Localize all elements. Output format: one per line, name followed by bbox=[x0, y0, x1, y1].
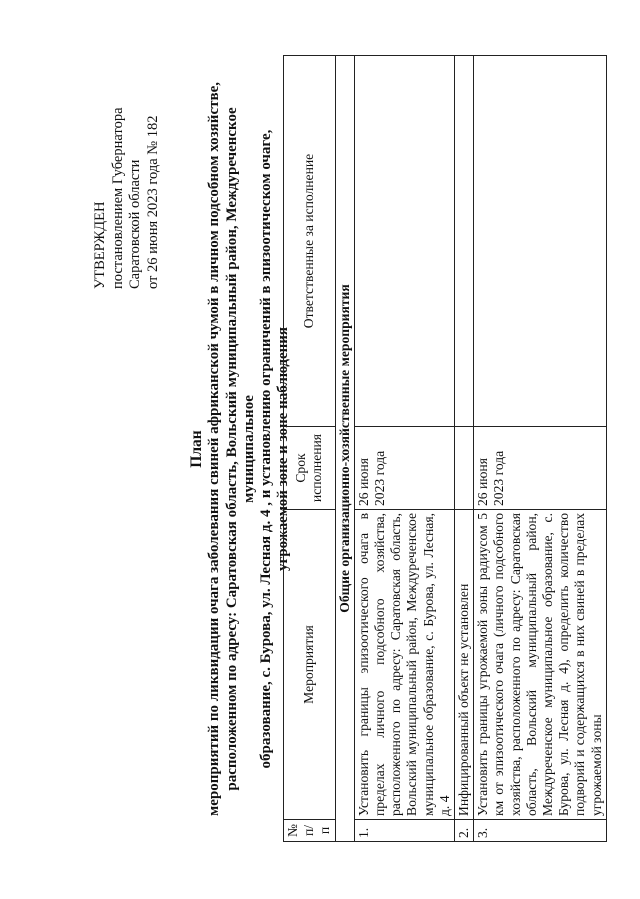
row-num: 1. bbox=[354, 820, 454, 842]
row-term: 26 июня 2023 года bbox=[354, 427, 454, 510]
plan-title bbox=[188, 59, 293, 839]
plan-title-line: образование, с. Бурова, ул. Лесная д. 4 , и установлению ограничений в эпизоотическом очаге, bbox=[258, 129, 275, 769]
section-row bbox=[335, 56, 354, 842]
row-activity: Установить границы эпизоотического очага в пределах личного подсобного хозяйства, расположенного по адресу: Саратовская область, Вольский муниципальный район, Междуреченское муниципальное образование, с. Бурова, ул. Лесная, д. 4 bbox=[354, 510, 454, 820]
approval-line: Саратовской области bbox=[127, 159, 143, 289]
row-term: 26 июня 2023 года bbox=[474, 427, 607, 510]
table-row bbox=[455, 56, 474, 842]
row-responsible bbox=[455, 56, 474, 427]
approval-title: УТВЕРЖДЕН bbox=[92, 201, 108, 289]
table-row bbox=[474, 56, 607, 842]
approval-stamp bbox=[92, 107, 162, 289]
row-num: 2. bbox=[455, 820, 474, 842]
plan-title-line: мероприятий по ликвидации очага заболевания свиней африканской чумой в личном подсобном хозяйстве, bbox=[206, 82, 223, 816]
plan-title-line: угрожаемой зоне и зоне наблюдения bbox=[275, 326, 292, 572]
row-activity: Установить границы угрожаемой зоны радиусом 5 км от эпизоотического очага (личного подсобного хозяйства, расположенного по адресу: Саратовская область, Вольский муниципальный район, Междуреченское муниципальное образование, с. Бурова, ул. Лесная д. 4), определить количество подворий и содержащихся в них свиней в пределах угрожаемой зоны bbox=[474, 510, 607, 820]
section-title: Общие организационно-хозяйственные мероприятия bbox=[335, 56, 354, 842]
plan-table bbox=[283, 55, 607, 842]
row-term bbox=[455, 427, 474, 510]
row-responsible bbox=[474, 56, 607, 427]
table-row bbox=[354, 56, 454, 842]
header-activity: Мероприятия bbox=[284, 510, 336, 820]
approval-line: постановлением Губернатора bbox=[109, 107, 126, 289]
row-num: 3. bbox=[474, 820, 607, 842]
plan-heading: План bbox=[188, 430, 205, 468]
header-term: Срок исполнения bbox=[284, 427, 336, 510]
row-activity: Инфицированный объект не установлен bbox=[455, 510, 474, 820]
header-num: № п/п bbox=[284, 820, 336, 842]
plan-title-line: расположенном по адресу: Саратовская область, Вольский муниципальный район, Междуреченское муниципальное bbox=[223, 107, 257, 791]
row-responsible bbox=[354, 56, 454, 427]
header-responsible: Ответственные за исполнение bbox=[284, 56, 336, 427]
table-header-row bbox=[284, 56, 336, 842]
approval-date: от 26 июня 2023 года № 182 bbox=[144, 115, 161, 289]
